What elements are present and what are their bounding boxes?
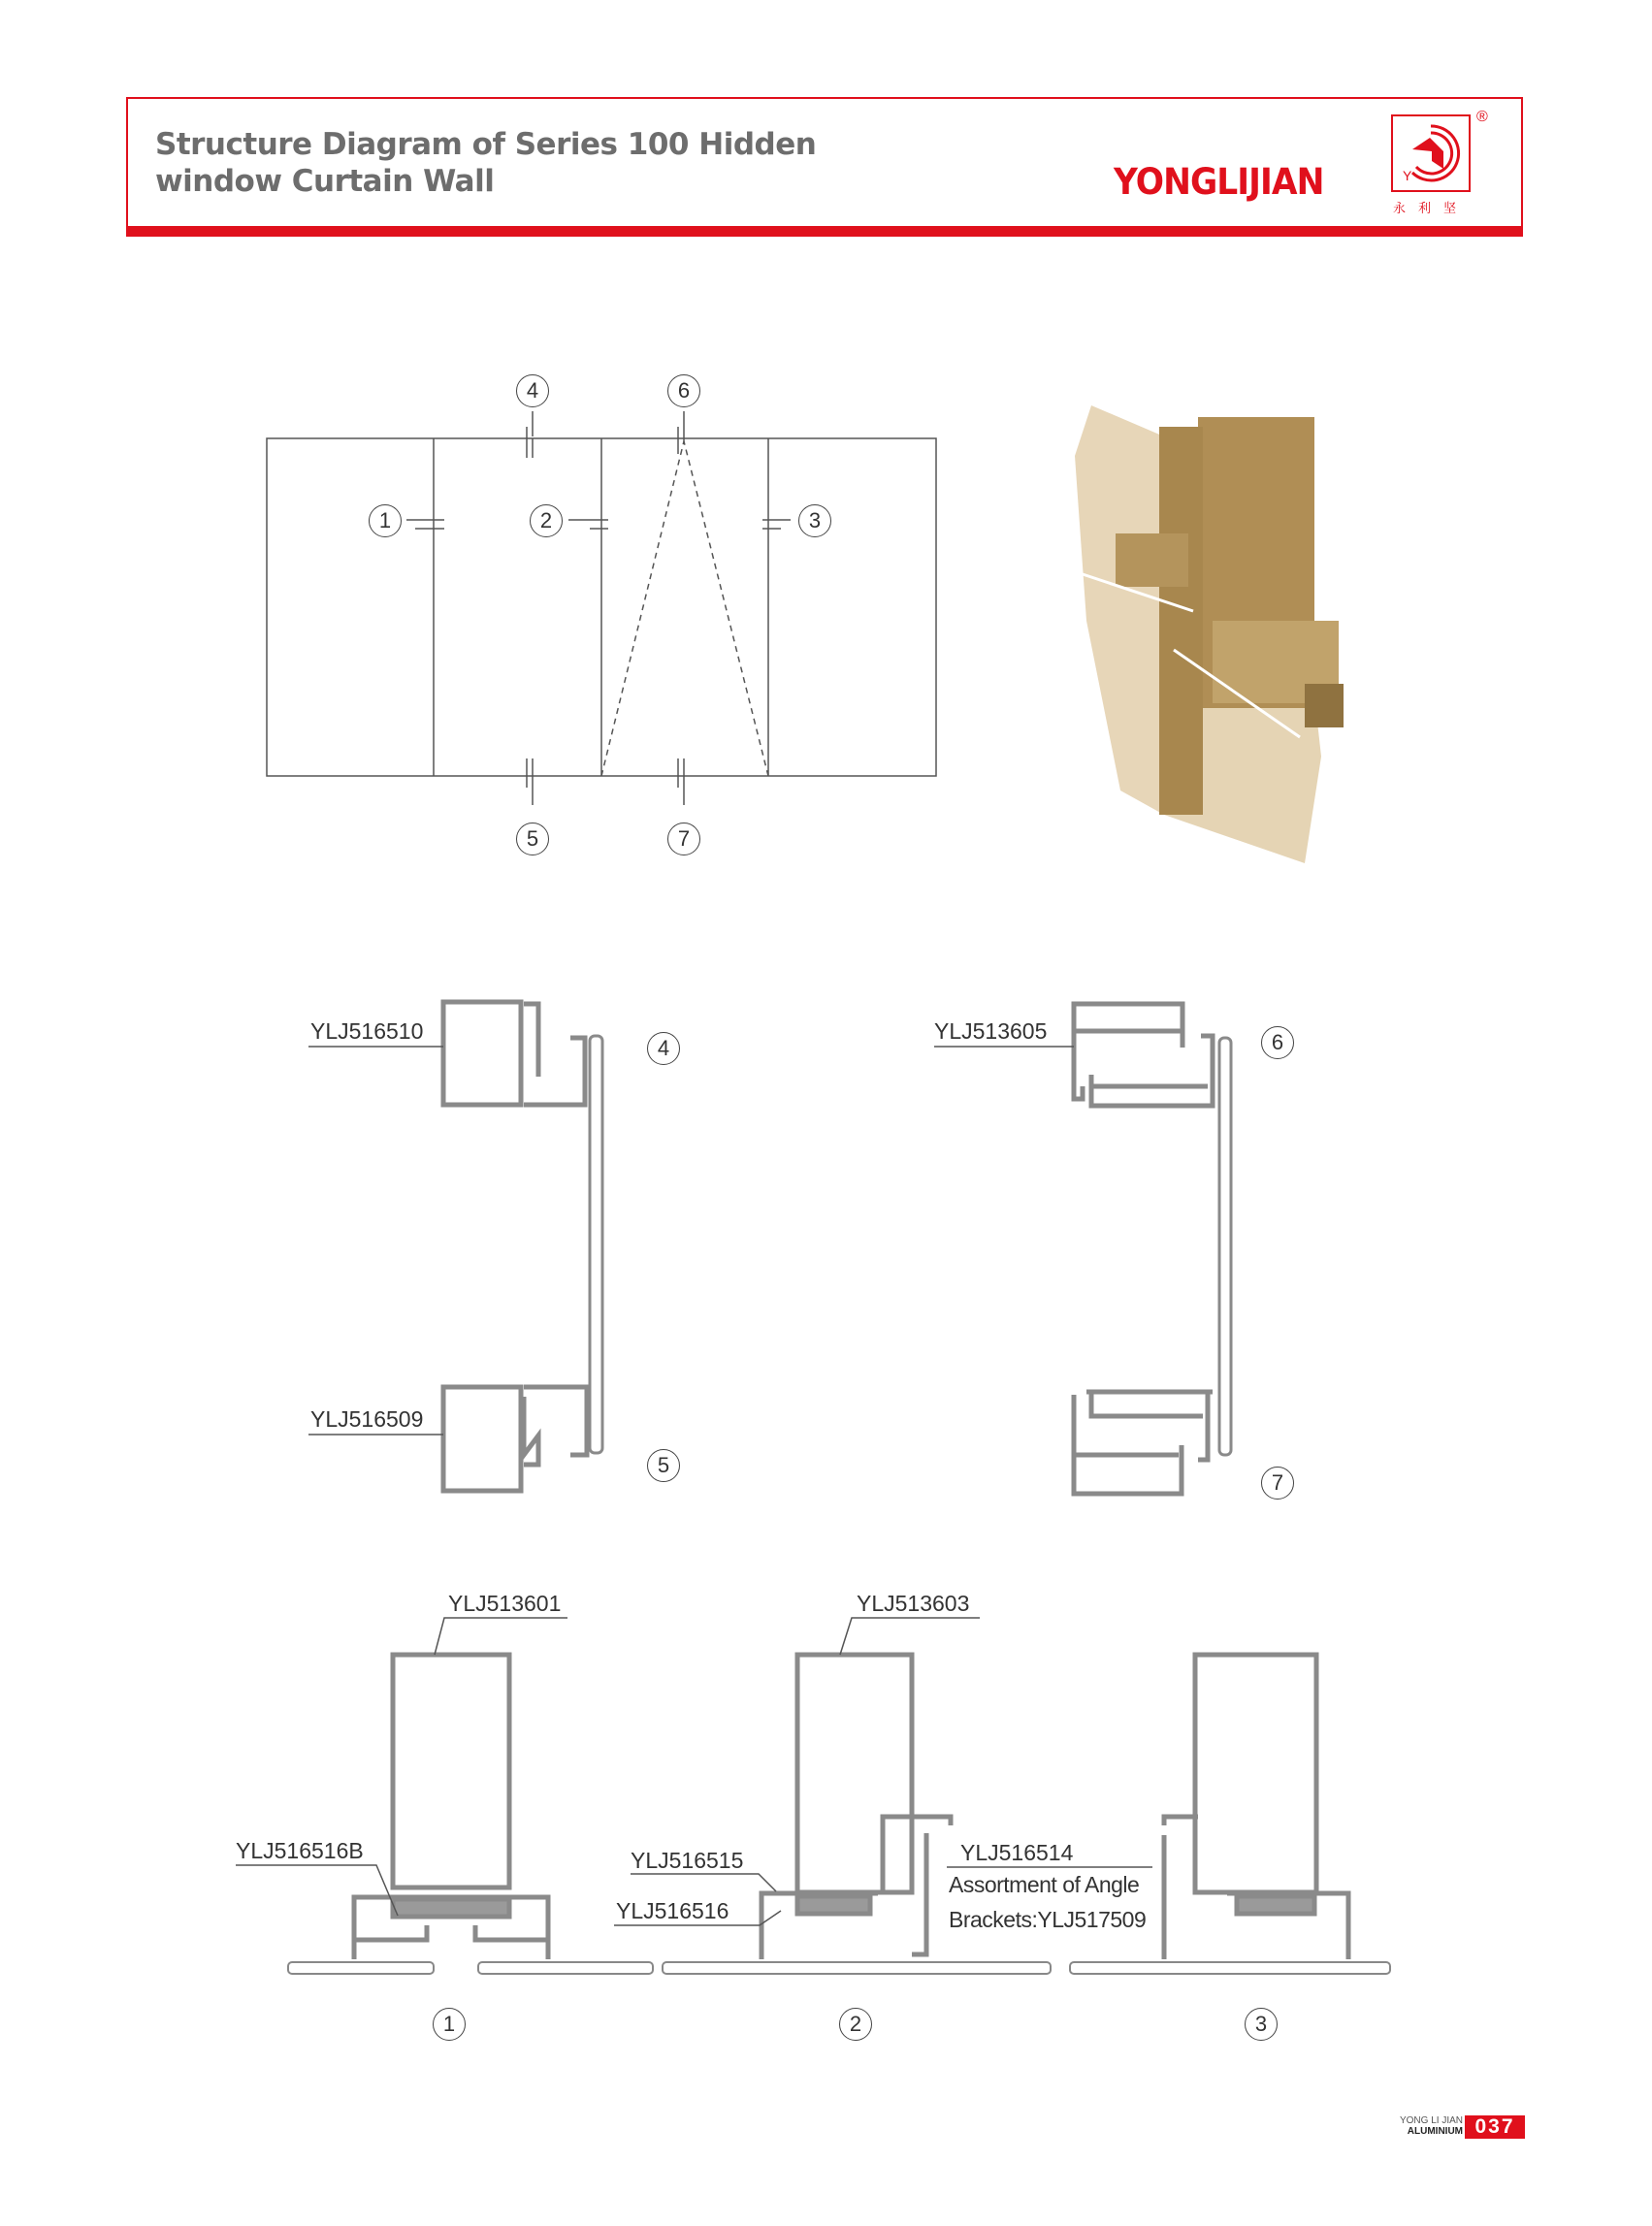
plan-section-2 <box>761 1655 951 1959</box>
callout-3: 3 <box>798 504 831 537</box>
callout-6: 6 <box>667 374 700 407</box>
part-label-ylj516514: YLJ516514 <box>960 1840 1074 1865</box>
curtain-wall-3d-render <box>1075 405 1344 863</box>
plan-section-1 <box>354 1655 548 1959</box>
callout-2: 2 <box>530 504 563 537</box>
part-label-ylj516510: YLJ516510 <box>310 1018 424 1044</box>
part-label-ylj516509: YLJ516509 <box>310 1406 424 1432</box>
section-callout-5: 5 <box>647 1449 680 1482</box>
callout-5: 5 <box>516 823 549 855</box>
part-label-ylj513605: YLJ513605 <box>934 1018 1048 1044</box>
section-callout-7: 7 <box>1261 1467 1294 1500</box>
callout-4: 4 <box>516 374 549 407</box>
section-4-5-drawing <box>443 1002 602 1491</box>
section-callout-4: 4 <box>647 1032 680 1065</box>
part-label-ylj513601: YLJ513601 <box>448 1591 562 1616</box>
footer-brand <box>1395 2115 1463 2137</box>
part-label-ylj513603: YLJ513603 <box>857 1591 970 1616</box>
footer-line-2: ALUMINIUM <box>1407 2126 1463 2137</box>
plan-section-3 <box>1164 1655 1348 1959</box>
brand-chinese-name: 永利坚 <box>1393 201 1470 215</box>
part-label-ylj516516: YLJ516516 <box>616 1898 729 1923</box>
page-number: 037 <box>1465 2115 1525 2139</box>
plan-callout-2: 2 <box>839 2008 872 2041</box>
svg-text:Y: Y <box>1403 168 1412 183</box>
callout-7: 7 <box>667 823 700 855</box>
plan-callout-3: 3 <box>1245 2008 1278 2041</box>
section-callout-6: 6 <box>1261 1026 1294 1059</box>
part-label-ylj516515: YLJ516515 <box>631 1848 744 1873</box>
title-line-1: Structure Diagram of Series 100 Hidden <box>155 127 817 162</box>
angle-bracket-note-line-1: Assortment of Angle <box>949 1872 1140 1897</box>
angle-bracket-note-line-2: Brackets:YLJ517509 <box>949 1907 1147 1932</box>
elevation-drawing <box>267 411 936 805</box>
registered-mark: ® <box>1476 109 1488 125</box>
callout-1: 1 <box>369 504 402 537</box>
title-line-2: window Curtain Wall <box>155 164 495 199</box>
plan-callout-1: 1 <box>433 2008 466 2041</box>
brand-name: YONGLIJIAN <box>1114 161 1324 203</box>
section-6-7-drawing <box>1074 1004 1231 1494</box>
part-label-ylj516516b: YLJ516516B <box>236 1838 364 1863</box>
glass-panel-row <box>288 1962 1390 1974</box>
footer-line-1: YONG LI JIAN <box>1399 2115 1463 2126</box>
